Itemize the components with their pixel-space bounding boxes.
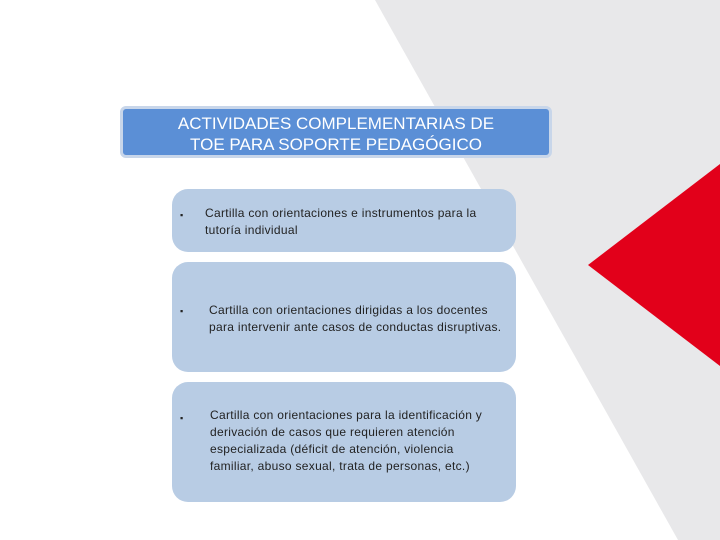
activity-text xyxy=(205,205,477,239)
title-line-2: TOE PARA SOPORTE PEDAGÓGICO xyxy=(190,135,482,154)
bullet-icon: ▪ xyxy=(180,306,184,316)
activity-card-3 xyxy=(172,382,516,502)
title-box xyxy=(120,106,552,158)
activity-text-line: para intervenir ante casos de conductas disruptivas. xyxy=(209,320,502,334)
activity-card-2 xyxy=(172,262,516,372)
activity-text-line: Cartilla con orientaciones para la identificación y xyxy=(210,408,483,422)
activity-card-1 xyxy=(172,189,516,252)
activity-text xyxy=(209,302,501,336)
activity-text-line: tutoría individual xyxy=(205,223,298,237)
activity-text-line: familiar, abuso sexual, trata de personas, etc.) xyxy=(210,459,470,473)
activity-text xyxy=(210,407,482,475)
activity-text-line: Cartilla con orientaciones dirigidas a los docentes xyxy=(209,303,488,317)
activity-text-line: derivación de casos que requieren atención xyxy=(210,425,455,439)
activity-text-line: especializada (déficit de atención, violencia xyxy=(210,442,454,456)
title-line-1: ACTIVIDADES COMPLEMENTARIAS DE xyxy=(177,114,495,133)
activity-text-line: Cartilla con orientaciones e instrumentos para la xyxy=(205,206,477,220)
bullet-icon: ▪ xyxy=(180,413,184,423)
bullet-icon: ▪ xyxy=(180,210,184,220)
